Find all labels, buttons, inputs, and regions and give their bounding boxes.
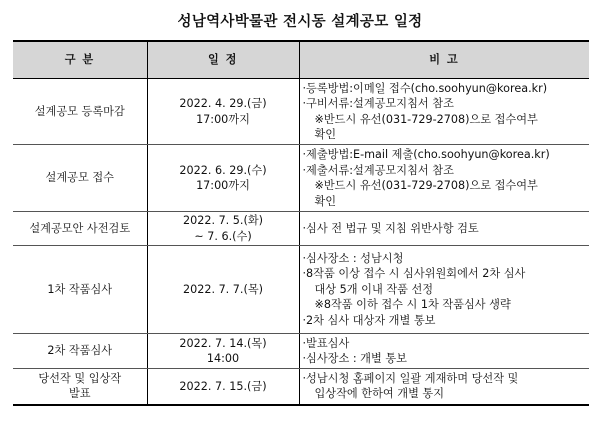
- remark-line: 대상 5개 이내 작품 선정: [314, 282, 434, 296]
- remark-line: 입상작에 한하여 개별 통지: [314, 387, 445, 401]
- remark-line: 확인: [314, 128, 337, 141]
- cell-line: ~ 7. 6.(수): [194, 229, 252, 243]
- remark-line: ·심사장소 : 성남시청: [302, 251, 404, 265]
- remarks-cell: [299, 212, 589, 246]
- cell-line: 설계공모안 사전검토: [29, 221, 131, 235]
- schedule-table: [13, 40, 589, 406]
- remark-line: ·성남시청 홈페이지 일괄 게재하며 당선작 및: [302, 371, 519, 385]
- remark-line: ·발표심사: [302, 336, 350, 350]
- category-cell: [13, 79, 147, 145]
- cell-line: 2022. 6. 29.(수): [179, 163, 267, 177]
- remark-line: ·심사장소 : 개별 통보: [302, 352, 407, 365]
- remarks-cell: [299, 79, 589, 145]
- remark-line: 확인: [314, 194, 337, 208]
- cell-line: 2022. 7. 5.(화): [182, 214, 264, 227]
- category-cell: [13, 145, 147, 212]
- category-cell: [13, 369, 147, 405]
- category-cell: [13, 212, 147, 246]
- remark-line: ·심사 전 법규 및 지침 위반사항 검토: [302, 221, 479, 235]
- remarks-cell: [299, 369, 589, 405]
- remark-line: ·제출서류:설계공모지침서 참조: [302, 163, 454, 177]
- schedule-cell: [147, 79, 299, 145]
- remark-line: ·구비서류:설계공모지침서 참조: [302, 97, 454, 110]
- cell-line: 1차 작품심사: [47, 282, 113, 296]
- category-cell: [13, 334, 147, 369]
- table-row: [13, 79, 589, 145]
- remarks-cell: [299, 246, 589, 334]
- schedule-cell: [147, 334, 299, 369]
- schedule-cell: [147, 246, 299, 334]
- cell-line: 2022. 7. 14.(목): [179, 336, 267, 350]
- cell-line: 발표: [68, 387, 91, 401]
- cell-line: 설계공모 접수: [45, 171, 114, 185]
- category-cell: [13, 246, 147, 334]
- cell-line: 17:00까지: [196, 112, 250, 126]
- remark-line: ※8작품 이하 접수 시 1차 작품심사 생략: [314, 298, 511, 312]
- cell-line: 17:00까지: [196, 179, 250, 192]
- schedule-cell: [147, 369, 299, 405]
- document-title: 성남역사박물관 전시동 설계공모 일정: [177, 14, 423, 30]
- schedule-cell: [147, 145, 299, 212]
- table-row: [13, 212, 589, 246]
- remarks-cell: [299, 145, 589, 212]
- remarks-cell: [299, 334, 589, 369]
- remark-line: ※반드시 유선(031-729-2708)으로 접수여부: [314, 179, 538, 192]
- remark-line: ·등록방법:이메일 접수(cho.soohyun@korea.kr): [302, 81, 548, 95]
- cell-line: 설계공모 등록마감: [34, 104, 125, 118]
- table-header-row: [13, 41, 589, 79]
- table-row: [13, 145, 589, 212]
- schedule-cell: [147, 212, 299, 246]
- header-remarks: 비 고: [299, 41, 589, 79]
- cell-line: 2022. 7. 15.(금): [179, 379, 267, 393]
- remark-line: ·8작품 이상 접수 시 심사위원회에서 2차 심사: [302, 267, 526, 281]
- header-schedule: 일 정: [147, 41, 299, 79]
- cell-line: 2022. 7. 7.(목): [182, 282, 264, 296]
- remark-line: ※반드시 유선(031-729-2708)으로 접수여부: [314, 112, 538, 126]
- remark-line: ·제출방법:E-mail 제출(cho.soohyun@korea.kr): [302, 148, 550, 161]
- table-row: [13, 246, 589, 334]
- table-row: [13, 369, 589, 405]
- remark-line: ·2차 심사 대상자 개별 통보: [302, 313, 436, 327]
- cell-line: 2차 작품심사: [47, 344, 113, 358]
- cell-line: 당선작 및 입상작: [38, 371, 122, 385]
- cell-line: 14:00: [206, 352, 240, 365]
- table-row: [13, 334, 589, 369]
- header-category: 구 분: [13, 41, 147, 79]
- cell-line: 2022. 4. 29.(금): [179, 97, 267, 110]
